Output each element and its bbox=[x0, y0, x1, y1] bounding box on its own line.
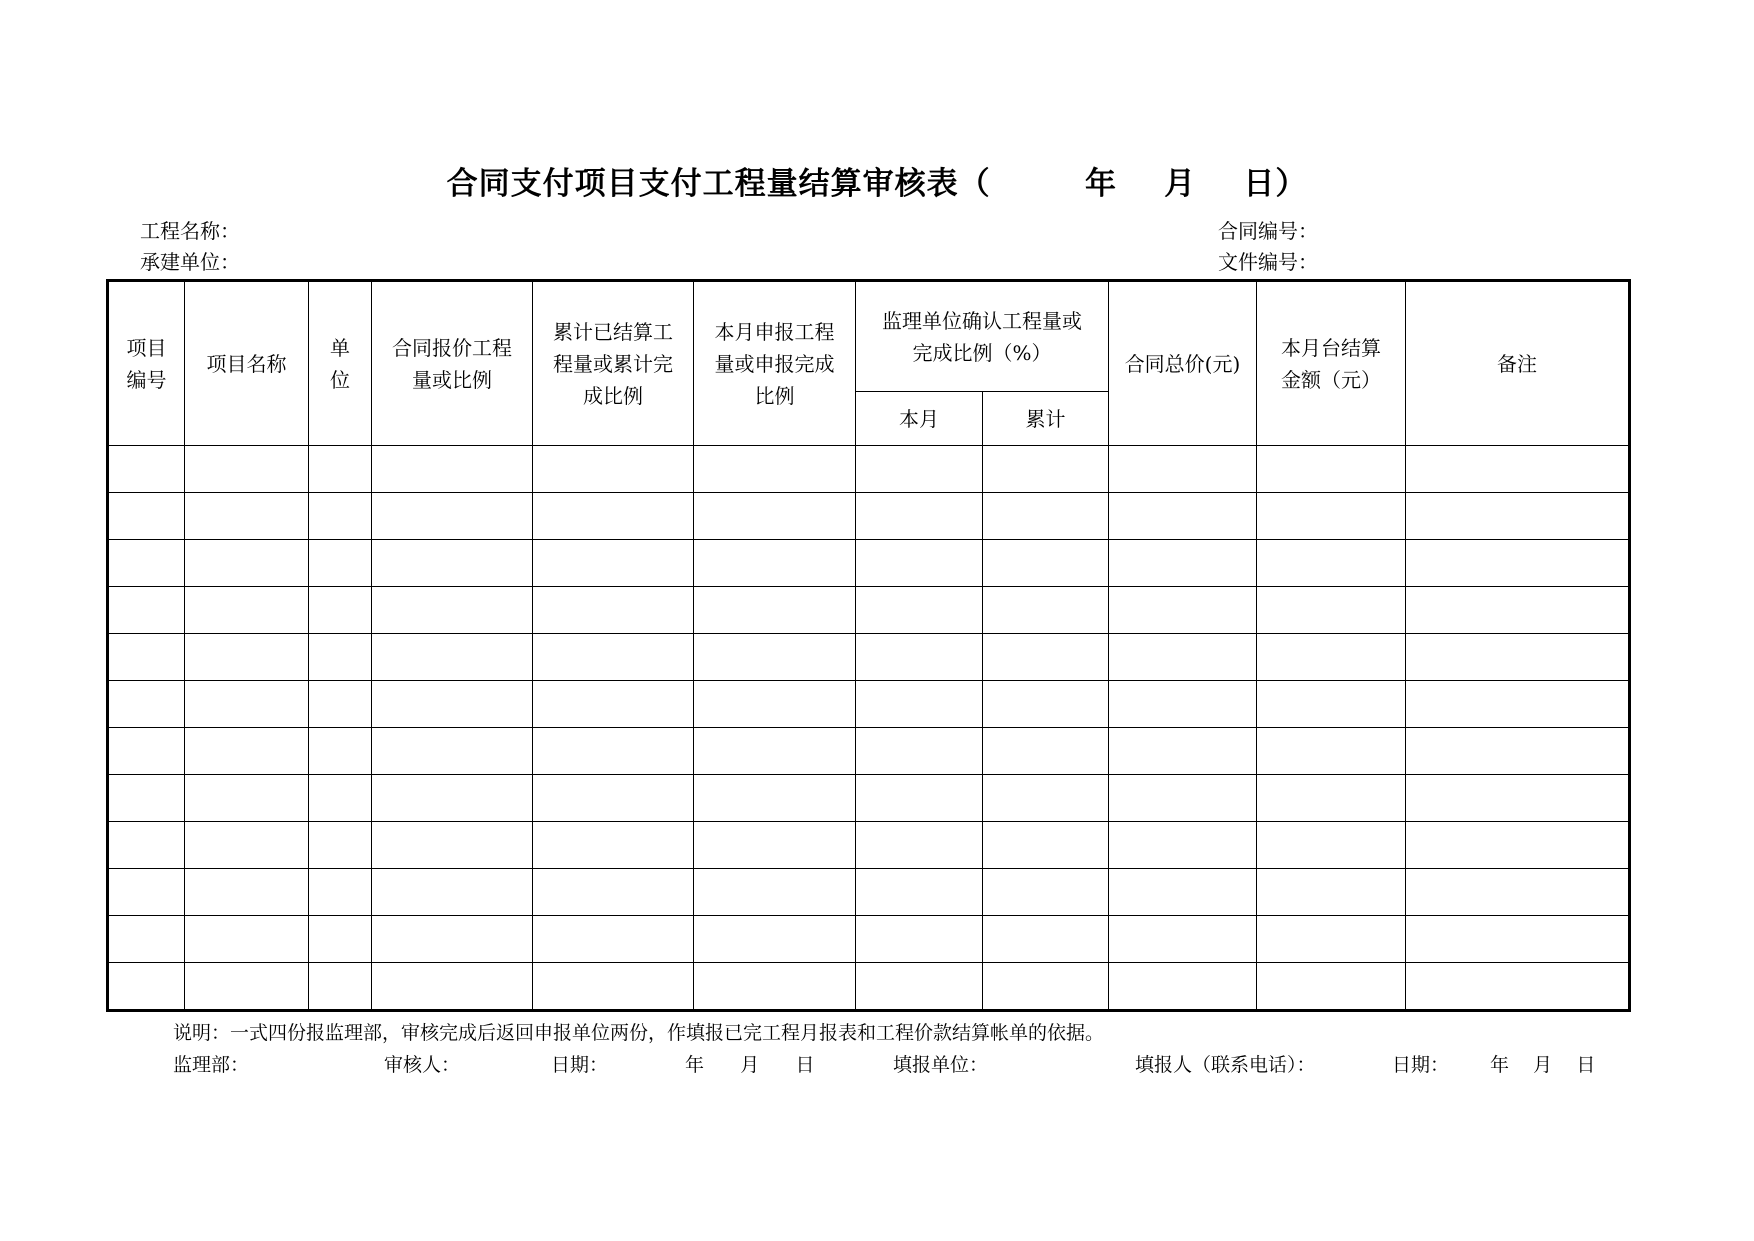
table-cell[interactable] bbox=[108, 916, 185, 963]
table-cell[interactable] bbox=[372, 493, 533, 540]
table-cell[interactable] bbox=[856, 587, 983, 634]
table-cell[interactable] bbox=[856, 775, 983, 822]
header-this-month-amount: 本月台结算 金额（元） bbox=[1257, 281, 1406, 446]
table-cell[interactable] bbox=[1257, 587, 1406, 634]
table-row bbox=[108, 775, 1630, 822]
table-cell[interactable] bbox=[1406, 634, 1630, 681]
header-contract-qty: 合同报价工程 量或比例 bbox=[372, 281, 533, 446]
date-label-1: 日期： bbox=[551, 1054, 609, 1076]
table-cell[interactable] bbox=[1406, 681, 1630, 728]
header-unit: 单 位 bbox=[309, 281, 372, 446]
table-cell[interactable] bbox=[533, 446, 694, 493]
date-fields-2: 年 月 日 bbox=[1490, 1054, 1596, 1076]
table-cell[interactable] bbox=[185, 822, 309, 869]
table-cell[interactable] bbox=[1109, 540, 1257, 587]
table-cell[interactable] bbox=[533, 587, 694, 634]
form-note: 说明：一式四份报监理部，审核完成后返回申报单位两份，作填报已完工程月报表和工程价款结算帐单的依据。 bbox=[173, 1022, 1105, 1044]
table-cell[interactable] bbox=[694, 446, 856, 493]
table-cell[interactable] bbox=[185, 963, 309, 1011]
header-cumulative-settled: 累计已结算工 程量或累计完 成比例 bbox=[533, 281, 694, 446]
table-cell[interactable] bbox=[309, 446, 372, 493]
table-cell[interactable] bbox=[309, 963, 372, 1011]
table-cell[interactable] bbox=[533, 963, 694, 1011]
table-cell[interactable] bbox=[856, 446, 983, 493]
contractor-label: 承建单位： bbox=[140, 250, 240, 274]
table-cell[interactable] bbox=[185, 728, 309, 775]
table-cell[interactable] bbox=[1257, 963, 1406, 1011]
table-cell[interactable] bbox=[1406, 869, 1630, 916]
table-row bbox=[108, 963, 1630, 1011]
table-cell[interactable] bbox=[108, 634, 185, 681]
table-cell[interactable] bbox=[694, 916, 856, 963]
table-cell[interactable] bbox=[694, 775, 856, 822]
table-cell[interactable] bbox=[983, 728, 1109, 775]
table-cell[interactable] bbox=[1109, 493, 1257, 540]
table-cell[interactable] bbox=[694, 728, 856, 775]
date-label-2: 日期： bbox=[1392, 1054, 1450, 1076]
table-cell[interactable] bbox=[856, 493, 983, 540]
table-cell[interactable] bbox=[185, 634, 309, 681]
table-cell[interactable] bbox=[983, 446, 1109, 493]
table-cell[interactable] bbox=[309, 728, 372, 775]
table-cell[interactable] bbox=[1109, 963, 1257, 1011]
table-cell[interactable] bbox=[983, 634, 1109, 681]
table-cell[interactable] bbox=[856, 681, 983, 728]
table-row bbox=[108, 446, 1630, 493]
table-cell[interactable] bbox=[372, 822, 533, 869]
table-cell[interactable] bbox=[372, 728, 533, 775]
supervision-label: 监理部： bbox=[173, 1054, 250, 1076]
table-cell[interactable] bbox=[372, 775, 533, 822]
table-cell[interactable] bbox=[533, 822, 694, 869]
table-cell[interactable] bbox=[533, 540, 694, 587]
table-cell[interactable] bbox=[1109, 869, 1257, 916]
table-cell[interactable] bbox=[108, 446, 185, 493]
table-cell[interactable] bbox=[372, 916, 533, 963]
table-cell[interactable] bbox=[185, 493, 309, 540]
table-cell[interactable] bbox=[185, 540, 309, 587]
table-cell[interactable] bbox=[108, 681, 185, 728]
table-cell[interactable] bbox=[1109, 681, 1257, 728]
table-cell[interactable] bbox=[309, 587, 372, 634]
table-cell[interactable] bbox=[1257, 775, 1406, 822]
table-cell[interactable] bbox=[533, 775, 694, 822]
table-cell[interactable] bbox=[185, 775, 309, 822]
table-cell[interactable] bbox=[1109, 634, 1257, 681]
table-cell[interactable] bbox=[309, 916, 372, 963]
header-item-name: 项目名称 bbox=[185, 281, 309, 446]
table-cell[interactable] bbox=[983, 822, 1109, 869]
table-cell[interactable] bbox=[983, 493, 1109, 540]
table-cell[interactable] bbox=[108, 775, 185, 822]
table-cell[interactable] bbox=[309, 540, 372, 587]
table-row bbox=[108, 822, 1630, 869]
table-cell[interactable] bbox=[1257, 869, 1406, 916]
table-cell[interactable] bbox=[1406, 963, 1630, 1011]
table-cell[interactable] bbox=[694, 822, 856, 869]
header-row-1 bbox=[108, 281, 1630, 392]
table-cell[interactable] bbox=[1109, 587, 1257, 634]
table-cell[interactable] bbox=[185, 916, 309, 963]
table-cell[interactable] bbox=[1257, 634, 1406, 681]
table-cell[interactable] bbox=[185, 587, 309, 634]
table-row bbox=[108, 587, 1630, 634]
table-cell[interactable] bbox=[1406, 493, 1630, 540]
table-cell[interactable] bbox=[694, 634, 856, 681]
table-cell[interactable] bbox=[1257, 446, 1406, 493]
header-cumulative: 累计 bbox=[983, 392, 1109, 446]
table-cell[interactable] bbox=[856, 916, 983, 963]
table-cell[interactable] bbox=[533, 681, 694, 728]
table-cell[interactable] bbox=[1406, 775, 1630, 822]
table-cell[interactable] bbox=[1109, 446, 1257, 493]
table-cell[interactable] bbox=[856, 963, 983, 1011]
table-cell[interactable] bbox=[856, 728, 983, 775]
table-row bbox=[108, 681, 1630, 728]
table-cell[interactable] bbox=[1109, 916, 1257, 963]
table-cell[interactable] bbox=[372, 540, 533, 587]
header-supervisor-confirmed: 监理单位确认工程量或 完成比例（%） bbox=[856, 281, 1109, 392]
table-body bbox=[108, 446, 1630, 1011]
table-cell[interactable] bbox=[983, 540, 1109, 587]
table-cell[interactable] bbox=[185, 446, 309, 493]
table-cell[interactable] bbox=[372, 587, 533, 634]
table-cell[interactable] bbox=[1257, 540, 1406, 587]
table-cell[interactable] bbox=[983, 681, 1109, 728]
table-row bbox=[108, 540, 1630, 587]
date-fields-1: 年 月 日 bbox=[685, 1054, 815, 1076]
table-cell[interactable] bbox=[694, 869, 856, 916]
table-cell[interactable] bbox=[1257, 916, 1406, 963]
table-cell[interactable] bbox=[1406, 916, 1630, 963]
table-cell[interactable] bbox=[1406, 540, 1630, 587]
table-cell[interactable] bbox=[309, 775, 372, 822]
reviewer-label: 审核人： bbox=[384, 1054, 461, 1076]
table-cell[interactable] bbox=[1406, 728, 1630, 775]
table-cell[interactable] bbox=[983, 963, 1109, 1011]
filer-label: 填报人（联系电话）： bbox=[1135, 1054, 1316, 1076]
table-cell[interactable] bbox=[108, 963, 185, 1011]
table-cell[interactable] bbox=[533, 869, 694, 916]
table-cell[interactable] bbox=[533, 634, 694, 681]
table-row bbox=[108, 869, 1630, 916]
table-row bbox=[108, 916, 1630, 963]
table-cell[interactable] bbox=[309, 681, 372, 728]
form-title: 合同支付项目支付工程量结算审核表（ 年 月 日） bbox=[446, 166, 1308, 202]
table-cell[interactable] bbox=[856, 822, 983, 869]
table-cell[interactable] bbox=[533, 916, 694, 963]
table-cell[interactable] bbox=[1257, 681, 1406, 728]
header-contract-total: 合同总价(元) bbox=[1109, 281, 1257, 446]
table-cell[interactable] bbox=[1257, 822, 1406, 869]
table-cell[interactable] bbox=[309, 493, 372, 540]
contract-no-label: 合同编号： bbox=[1218, 219, 1318, 243]
table-cell[interactable] bbox=[108, 728, 185, 775]
table-cell[interactable] bbox=[694, 963, 856, 1011]
table-row bbox=[108, 493, 1630, 540]
table-cell[interactable] bbox=[533, 493, 694, 540]
table-cell[interactable] bbox=[856, 634, 983, 681]
table-cell[interactable] bbox=[1257, 728, 1406, 775]
table-cell[interactable] bbox=[694, 587, 856, 634]
table-cell[interactable] bbox=[108, 587, 185, 634]
table-cell[interactable] bbox=[533, 728, 694, 775]
table-cell[interactable] bbox=[694, 681, 856, 728]
header-remarks: 备注 bbox=[1406, 281, 1630, 446]
table-cell[interactable] bbox=[694, 493, 856, 540]
table-cell[interactable] bbox=[108, 822, 185, 869]
table-cell[interactable] bbox=[185, 681, 309, 728]
table-cell[interactable] bbox=[372, 869, 533, 916]
header-item-no: 项目 编号 bbox=[108, 281, 185, 446]
table-cell[interactable] bbox=[983, 869, 1109, 916]
table-cell[interactable] bbox=[856, 869, 983, 916]
table-cell[interactable] bbox=[856, 540, 983, 587]
table-cell[interactable] bbox=[983, 587, 1109, 634]
table-cell[interactable] bbox=[1109, 728, 1257, 775]
table-cell[interactable] bbox=[108, 493, 185, 540]
table-cell[interactable] bbox=[309, 634, 372, 681]
header-this-month-declared: 本月申报工程 量或申报完成 比例 bbox=[694, 281, 856, 446]
table-cell[interactable] bbox=[1109, 775, 1257, 822]
table-cell[interactable] bbox=[694, 540, 856, 587]
table-cell[interactable] bbox=[372, 634, 533, 681]
table-cell[interactable] bbox=[309, 869, 372, 916]
table-cell[interactable] bbox=[1257, 493, 1406, 540]
table-cell[interactable] bbox=[309, 822, 372, 869]
table-cell[interactable] bbox=[372, 446, 533, 493]
file-no-label: 文件编号： bbox=[1218, 250, 1318, 274]
table-cell[interactable] bbox=[185, 869, 309, 916]
table-cell[interactable] bbox=[1406, 822, 1630, 869]
table-cell[interactable] bbox=[372, 963, 533, 1011]
project-name-label: 工程名称： bbox=[140, 219, 240, 243]
table-cell[interactable] bbox=[983, 775, 1109, 822]
header-this-month: 本月 bbox=[856, 392, 983, 446]
table-cell[interactable] bbox=[983, 916, 1109, 963]
table-row bbox=[108, 728, 1630, 775]
table-cell[interactable] bbox=[372, 681, 533, 728]
table-cell[interactable] bbox=[1406, 587, 1630, 634]
table-cell[interactable] bbox=[1109, 822, 1257, 869]
table-cell[interactable] bbox=[1406, 446, 1630, 493]
table-cell[interactable] bbox=[108, 869, 185, 916]
settlement-table bbox=[106, 279, 1631, 1012]
table-cell[interactable] bbox=[108, 540, 185, 587]
filing-unit-label: 填报单位： bbox=[893, 1054, 989, 1076]
table-row bbox=[108, 634, 1630, 681]
